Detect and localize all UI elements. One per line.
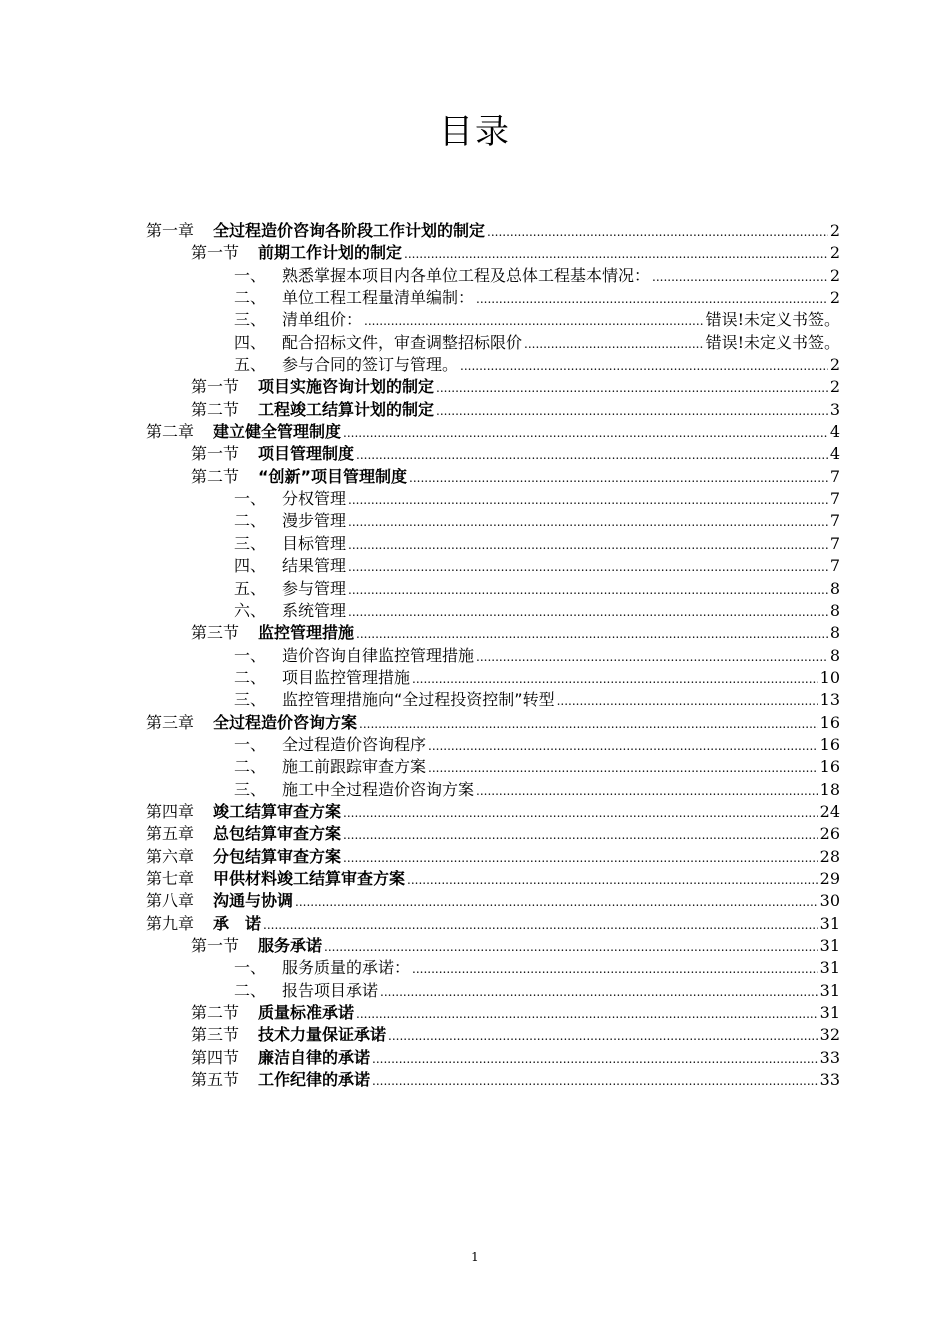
toc-dot-leader [407, 869, 818, 891]
toc-entry-number: 第一节 [191, 377, 240, 397]
toc-entry-title: 结果管理 [282, 556, 347, 576]
toc-entry[interactable] [146, 868, 840, 890]
toc-dot-leader [372, 1048, 818, 1070]
toc-entry-page: 31 [819, 958, 840, 978]
toc-entry-title: “创新”项目管理制度 [258, 466, 408, 486]
toc-dot-leader [476, 646, 828, 668]
toc-entry-page: 7 [829, 556, 840, 576]
page-title: 目录 [439, 112, 511, 152]
toc-entry[interactable] [146, 421, 840, 443]
toc-dot-leader [263, 914, 818, 936]
toc-entry-title: 造价咨询自律监控管理措施 [282, 645, 475, 665]
toc-entry-page: 2 [829, 377, 840, 397]
toc-entry-number: 第四节 [191, 1047, 240, 1067]
toc-entry-number: 二、 [234, 667, 267, 687]
toc-entry-page: 31 [819, 913, 840, 933]
toc-entry[interactable] [146, 510, 840, 532]
toc-entry[interactable] [146, 957, 840, 979]
toc-entry-title: 工作纪律的承诺 [258, 1070, 371, 1090]
toc-dot-leader [476, 780, 818, 802]
toc-entry-title: 参与合同的签订与管理。 [282, 355, 459, 375]
toc-entry-number: 第四章 [146, 801, 195, 821]
toc-dot-leader [348, 511, 828, 533]
toc-entry-title: 配合招标文件，审查调整招标限价 [282, 332, 523, 352]
toc-entry-page: 30 [819, 891, 840, 911]
toc-entry-title: 全过程造价咨询各阶段工作计划的制定 [213, 221, 486, 240]
toc-entry-number: 三、 [234, 310, 267, 330]
toc-dot-leader [343, 422, 828, 444]
toc-entry-page: 28 [819, 846, 840, 866]
toc-dot-leader [557, 690, 818, 712]
toc-entry-title: 报告项目承诺 [282, 980, 379, 1000]
toc-entry-page: 13 [819, 690, 840, 710]
toc-dot-leader [428, 735, 818, 757]
toc-entry-title: 监控管理措施 [258, 623, 355, 643]
toc-dot-leader [348, 534, 828, 556]
toc-entry[interactable] [146, 488, 840, 510]
toc-dot-leader [436, 377, 828, 399]
toc-entry[interactable] [146, 1024, 840, 1046]
toc-entry-page: 31 [819, 936, 840, 955]
toc-dot-leader [404, 243, 828, 265]
toc-dot-leader [487, 221, 828, 243]
toc-entry-number: 一、 [234, 958, 267, 978]
toc-entry[interactable] [146, 1069, 840, 1091]
table-of-contents [146, 220, 840, 1091]
toc-entry-title: 项目管理制度 [258, 444, 355, 464]
toc-entry-page: 29 [819, 868, 840, 888]
toc-entry[interactable] [146, 913, 840, 935]
toc-entry[interactable] [146, 734, 840, 756]
toc-entry[interactable] [146, 1002, 840, 1024]
toc-entry-title: 沟通与协调 [213, 891, 294, 911]
toc-entry[interactable] [146, 622, 840, 644]
toc-entry-number: 第一节 [191, 444, 240, 464]
toc-dot-leader [412, 958, 818, 980]
toc-entry-page: 18 [819, 779, 840, 799]
toc-entry-number: 第二节 [191, 466, 240, 486]
toc-entry-number: 三、 [234, 690, 267, 710]
toc-entry-page: 2 [829, 288, 840, 308]
page-number: 1 [471, 1250, 479, 1264]
toc-entry[interactable] [146, 265, 840, 287]
toc-entry-page: 31 [819, 1003, 840, 1023]
toc-dot-leader [364, 310, 704, 332]
toc-dot-leader [436, 400, 828, 422]
toc-dot-leader [356, 623, 828, 645]
toc-entry-title: 单位工程工程量清单编制： [282, 288, 475, 308]
toc-entry-page: 32 [819, 1025, 840, 1045]
toc-entry[interactable] [146, 779, 840, 801]
toc-entry-number: 一、 [234, 489, 267, 509]
toc-dot-leader [343, 802, 818, 824]
toc-dot-leader [343, 824, 818, 846]
toc-entry-page: 2 [829, 265, 840, 285]
toc-entry[interactable] [146, 466, 840, 488]
toc-dot-leader [348, 556, 828, 578]
toc-entry-number: 一、 [234, 265, 267, 285]
toc-entry-title: 甲供材料竣工结算审查方案 [213, 868, 406, 888]
toc-entry-title: 建立健全管理制度 [213, 422, 342, 442]
toc-entry-page: 4 [829, 422, 840, 442]
toc-entry-page: 8 [829, 600, 840, 620]
toc-entry[interactable] [146, 935, 840, 957]
toc-entry[interactable] [146, 242, 840, 264]
toc-entry-number: 四、 [234, 332, 267, 352]
toc-dot-leader [348, 489, 828, 511]
toc-entry-title: 目标管理 [282, 533, 347, 553]
toc-entry-title: 工程竣工结算计划的制定 [258, 399, 435, 419]
toc-dot-leader [412, 668, 818, 690]
toc-dot-leader [380, 981, 818, 1003]
toc-entry[interactable] [146, 376, 840, 398]
toc-entry[interactable] [146, 220, 840, 242]
toc-entry-title: 施工中全过程造价咨询方案 [282, 779, 475, 799]
toc-entry[interactable] [146, 667, 840, 689]
toc-dot-leader [652, 266, 828, 288]
toc-entry-title: 漫步管理 [282, 511, 347, 531]
toc-entry-number: 第二节 [191, 1003, 240, 1023]
toc-entry-number: 二、 [234, 511, 267, 531]
toc-dot-leader [476, 288, 828, 310]
toc-entry-title: 项目实施咨询计划的制定 [258, 377, 435, 397]
toc-entry-title: 质量标准承诺 [258, 1003, 355, 1023]
toc-entry-page: 7 [829, 533, 840, 553]
toc-entry-number: 第二章 [146, 422, 195, 442]
toc-entry-page: 24 [819, 801, 840, 821]
toc-entry-page: 33 [819, 1047, 840, 1067]
toc-entry-number: 五、 [234, 578, 267, 598]
toc-entry-page: 8 [829, 645, 840, 665]
toc-entry-page: 2 [829, 243, 840, 263]
toc-entry-number: 一、 [234, 645, 267, 665]
toc-entry-number: 六、 [234, 600, 267, 620]
toc-entry-title: 系统管理 [282, 600, 347, 620]
toc-entry-title: 全过程造价咨询方案 [213, 712, 358, 732]
toc-entry[interactable] [146, 645, 840, 667]
toc-entry-page: 10 [819, 667, 840, 687]
toc-dot-leader [356, 1003, 818, 1025]
toc-entry-number: 第三节 [191, 623, 240, 643]
toc-entry-title: 服务质量的承诺： [282, 958, 411, 978]
toc-entry-number: 四、 [234, 556, 267, 576]
toc-dot-leader [295, 891, 818, 913]
toc-entry-page: 16 [819, 712, 840, 732]
toc-entry-title: 清单组价： [282, 310, 363, 330]
toc-dot-leader [524, 333, 704, 355]
toc-entry[interactable] [146, 801, 840, 823]
toc-entry-number: 第六章 [146, 846, 195, 866]
toc-entry-page: 16 [819, 757, 840, 777]
toc-entry-number: 第八章 [146, 891, 195, 911]
toc-entry-number: 第二节 [191, 399, 240, 419]
toc-entry-title: 分包结算审查方案 [213, 846, 342, 866]
toc-entry-page: 31 [819, 980, 840, 1000]
toc-entry[interactable] [146, 846, 840, 868]
toc-entry[interactable] [146, 1047, 840, 1069]
toc-entry-title: 分权管理 [282, 489, 347, 509]
toc-entry-page: 4 [829, 444, 840, 464]
toc-entry-page: 7 [829, 511, 840, 531]
toc-entry[interactable] [146, 600, 840, 622]
toc-entry-page: 错误!未定义书签。 [705, 310, 840, 330]
toc-entry[interactable] [146, 533, 840, 555]
toc-entry[interactable] [146, 578, 840, 600]
toc-entry-title: 承 诺 [213, 913, 262, 933]
toc-entry-page: 8 [829, 623, 840, 643]
toc-entry-number: 第九章 [146, 913, 195, 933]
toc-entry-number: 二、 [234, 757, 267, 777]
toc-entry-title: 前期工作计划的制定 [258, 243, 403, 263]
toc-entry-title: 全过程造价咨询程序 [282, 734, 427, 754]
toc-entry-title: 熟悉掌握本项目内各单位工程及总体工程基本情况： [282, 265, 651, 285]
toc-entry-number: 三、 [234, 533, 267, 553]
toc-entry[interactable] [146, 332, 840, 354]
toc-dot-leader [409, 467, 828, 489]
toc-entry[interactable] [146, 354, 840, 376]
toc-entry-title: 监控管理措施向“全过程投资控制”转型 [282, 690, 555, 710]
toc-entry[interactable] [146, 756, 840, 778]
toc-entry[interactable] [146, 712, 840, 734]
toc-entry-page: 8 [829, 578, 840, 598]
toc-entry-title: 总包结算审查方案 [213, 824, 342, 844]
toc-dot-leader [343, 847, 818, 869]
toc-dot-leader [372, 1070, 818, 1092]
toc-entry-title: 项目监控管理措施 [282, 667, 411, 687]
toc-dot-leader [428, 757, 818, 779]
toc-dot-leader [388, 1025, 818, 1047]
toc-entry-page: 错误!未定义书签。 [705, 332, 840, 352]
toc-entry-page: 2 [829, 355, 840, 375]
toc-entry[interactable] [146, 980, 840, 1002]
toc-entry-number: 三、 [234, 779, 267, 799]
toc-entry-page: 2 [829, 221, 840, 240]
toc-entry-number: 五、 [234, 355, 267, 375]
toc-entry[interactable] [146, 399, 840, 421]
toc-dot-leader [356, 444, 828, 466]
toc-entry-page: 7 [829, 466, 840, 486]
toc-entry-number: 第七章 [146, 868, 195, 888]
toc-entry[interactable] [146, 823, 840, 845]
toc-entry-title: 竣工结算审查方案 [213, 801, 342, 821]
toc-entry-title: 廉洁自律的承诺 [258, 1047, 371, 1067]
toc-entry[interactable] [146, 890, 840, 912]
toc-entry-title: 技术力量保证承诺 [258, 1025, 387, 1045]
toc-entry-title: 服务承诺 [258, 936, 323, 955]
toc-entry[interactable] [146, 443, 840, 465]
toc-dot-leader [348, 579, 828, 601]
toc-entry-page: 26 [819, 824, 840, 844]
toc-dot-leader [359, 713, 818, 735]
toc-entry-number: 第五节 [191, 1070, 240, 1090]
toc-entry-title: 施工前跟踪审查方案 [282, 757, 427, 777]
toc-entry-number: 第三节 [191, 1025, 240, 1045]
toc-dot-leader [348, 601, 828, 623]
toc-entry-number: 二、 [234, 288, 267, 308]
toc-entry-page: 16 [819, 734, 840, 754]
toc-entry-page: 7 [829, 489, 840, 509]
toc-entry-number: 第一节 [191, 243, 240, 263]
toc-entry-page: 33 [819, 1070, 840, 1090]
toc-entry[interactable] [146, 555, 840, 577]
toc-entry-number: 一、 [234, 734, 267, 754]
toc-entry-number: 第三章 [146, 712, 195, 732]
toc-entry-number: 第五章 [146, 824, 195, 844]
toc-dot-leader [460, 355, 828, 377]
toc-entry[interactable] [146, 287, 840, 309]
toc-entry-page: 3 [829, 399, 840, 419]
toc-dot-leader [324, 936, 818, 958]
toc-entry-number: 第一章 [146, 221, 195, 240]
toc-entry[interactable] [146, 689, 840, 711]
toc-entry-number: 二、 [234, 980, 267, 1000]
toc-entry-title: 参与管理 [282, 578, 347, 598]
toc-entry[interactable] [146, 309, 840, 331]
toc-entry-number: 第一节 [191, 936, 240, 955]
